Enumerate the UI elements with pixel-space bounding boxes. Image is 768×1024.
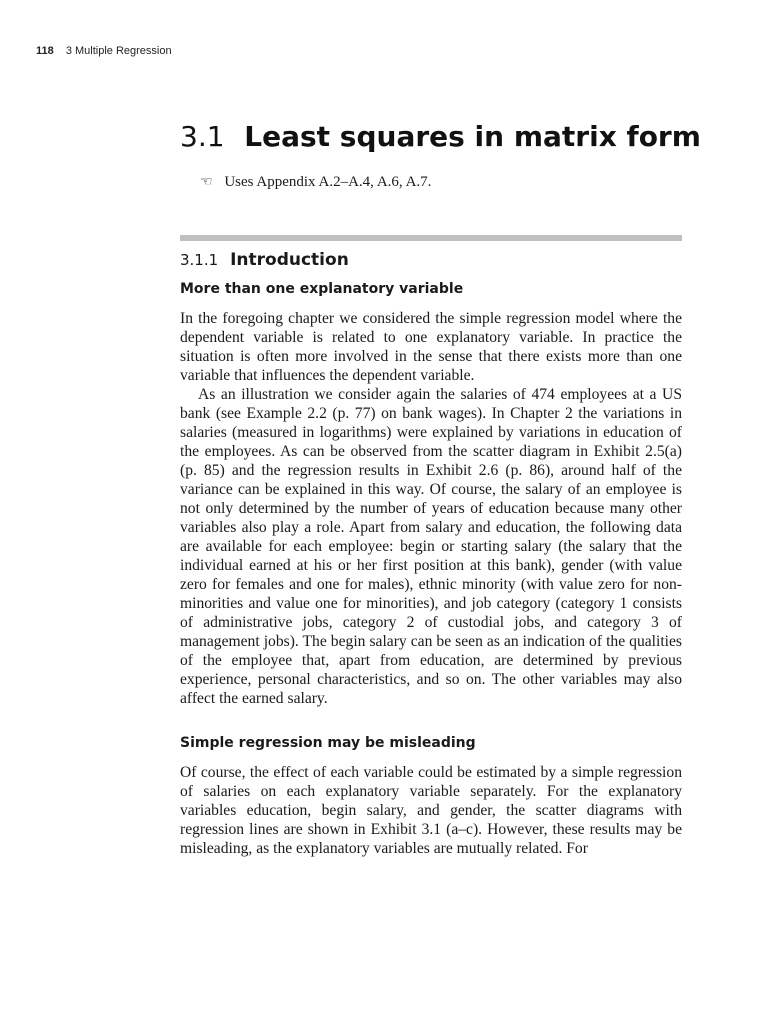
paragraph: In the foregoing chapter we considered the simple regression model where the dependent variable is related to one explanatory variable. In practice the situation is often more involved in the sense that there exists more than one variable that influences the dependent variable. [180,310,682,384]
section-heading [180,120,701,153]
paragraph: As an illustration we consider again the salaries of 474 employees at a US bank (see Example 2.2 (p. 77) on bank wages). In Chapter 2 the variations in salaries (measured in logarithms) were explained by variations in education of the employees. As can be observed from the scatter diagram in Exhibit 2.5(a) (p. 85) and the regression results in Exhibit 2.6 (p. 86), around half of the variance can be explained in this way. Of course, the salary of an employee is not only determined by the number of years of education because many other variables also play a role. Apart from salary and education, the following data are available for each employee: begin or starting salary (the salary that the individual earned at his or her first position at this bank), gender (with value zero for females and one for males), ethnic minority (with value zero for non-minorities and value one for minorities), and job category (category 1 consists of administrative jobs, category 2 of custodial jobs, and category 3 of management jobs). The begin salary can be seen as an indication of the qualities of the employee that, apart from education, are determined by previous experience, personal characteristics, and so on. The other variables may also affect the earned salary. [180,386,682,707]
body-text-block [180,309,682,708]
running-head [36,45,172,57]
page-number: 118 [36,45,54,57]
section-title: Least squares in matrix form [244,120,701,153]
paragraph: Of course, the effect of each variable could be estimated by a simple regression of salaries on each explanatory variable separately. For the explanatory variables education, begin salary, and gender, the scatter diagrams with regression lines are shown in Exhibit 3.1 (a–c). However, these results may be misleading, as the explanatory variables are mutually related. For [180,764,682,857]
body-text-block [180,763,682,858]
uses-appendix-note [200,174,431,191]
section-divider [180,235,682,241]
section-number: 3.1 [180,120,225,153]
paragraph-heading-more-than-one: More than one explanatory variable [180,281,464,297]
subsection-number: 3.1.1 [180,251,219,269]
subsection-heading [180,250,349,270]
pointing-hand-icon: ☜ [200,175,213,190]
uses-appendix-text: Uses Appendix A.2–A.4, A.6, A.7. [224,174,432,190]
subsection-title: Introduction [230,250,349,270]
chapter-title: 3 Multiple Regression [65,45,172,57]
paragraph-heading-simple-regression: Simple regression may be misleading [180,735,476,751]
